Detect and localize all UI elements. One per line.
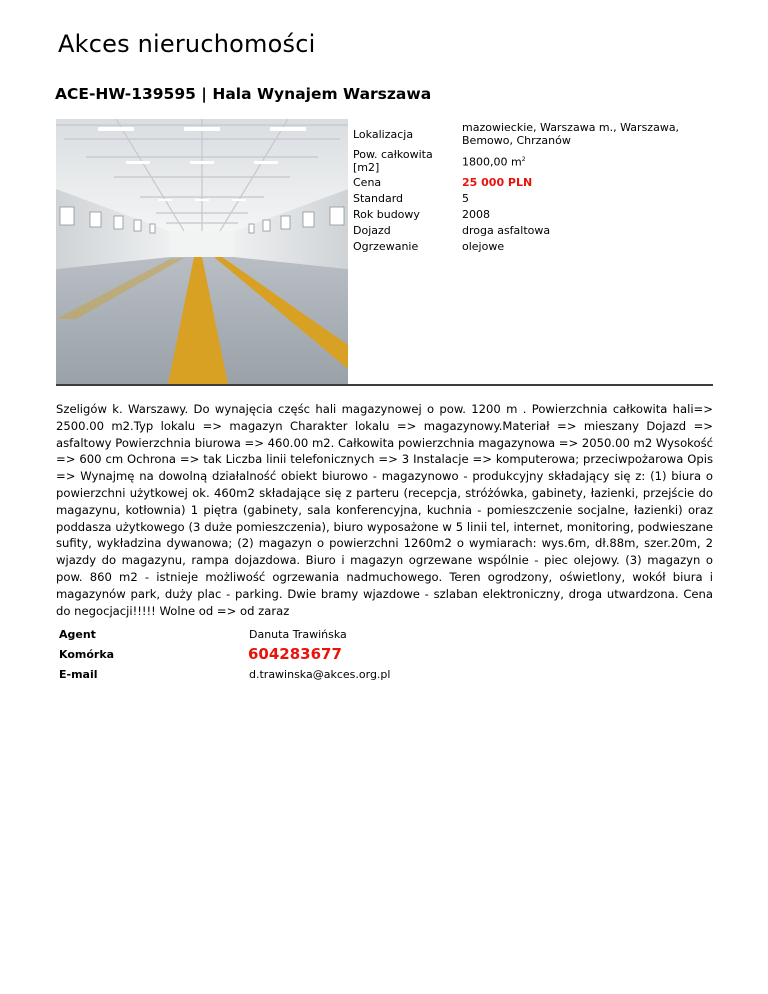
spec-label: Cena <box>353 175 382 189</box>
agent-contact-table <box>56 624 390 684</box>
spec-value: 5 <box>462 191 469 205</box>
warehouse-interior-photo <box>56 119 348 384</box>
agent-name: Danuta Trawińska <box>249 627 347 641</box>
spec-value: olejowe <box>462 239 505 253</box>
price-value: 25 000 PLN <box>462 175 533 189</box>
mobile-phone-link[interactable]: 604283677 <box>248 645 342 663</box>
area-number: 1800,00 m <box>462 155 522 169</box>
spec-value <box>462 148 687 174</box>
spec-label: Rok budowy <box>353 207 420 221</box>
spec-label: Lokalizacja <box>353 127 414 141</box>
spec-row-location <box>353 120 687 148</box>
section-divider <box>56 384 713 386</box>
spec-row-standard <box>353 190 687 206</box>
listing-description: Szeligów k. Warszawy. Do wynajęcia częśc hali magazynowej o pow. 1200 m . Powierzchnia całkowita hali=> 2500.00 m2.Typ lokalu => magazyn Charakter lokalu => magazynowy.Materiał => mieszany Dojazd => asfaltowy Powierzchnia biurowa => 460.00 m2. Całkowita powierzchnia magazynowa => 2050.00 m2 Wysokość => 600 cm Ochrona => tak Liczba linii telefonicznych => 3 Instalacje => komputerowa; przeciwpożarowa Opis => Wynajmę na dowolną działalność obiekt biurowo - magazynowo - produkcyjny składający się z: (1) biura o powierzchni użytkowej ok. 460m2 składające się z parteru (recepcja, stróżówka, gabinety, łazienki, przejście do magazynu, kotłownia) 1 piętra (gabinety, sala konferencyjna, kuchnia - pomieszczenie socjalne, łazienki) oraz poddasza użytkowego (3 duże pomieszczenia), biuro wyposażone w 5 linii tel, internet, monitoring, podwieszane sufity, wykładzina dywanowa; (2) magazyn o powierzchni 1260m2 o wymiarach: wys.6m, dł.88m, szer.20m, 2 wjazdy do magazynu, rampa dojazdowa. Biuro i magazyn ogrzewane wspólnie - piec olejowy. (3) magazyn o pow. 860 m2 - istnieje możliwość ogrzewania nadmuchowego. Teren ogrodzony, oświetlony, wokół biura i magazynów park, duży plac - parking. Dwie bramy wjazdowe - szlaban elektroniczny, droga utwardzona. Cena do negocjacji!!!!! Wolne od => od zaraz <box>56 402 713 618</box>
spec-label: Dojazd <box>353 223 391 237</box>
spec-row-area <box>353 148 687 174</box>
contact-label: Komórka <box>59 647 115 661</box>
contact-label: Agent <box>59 627 96 641</box>
warehouse-photo[interactable] <box>56 119 348 384</box>
spec-value: mazowieckie, Warszawa m., Warszawa, Bemowo, Chrzanów <box>462 121 680 147</box>
spec-value: droga asfaltowa <box>462 223 551 237</box>
listing-title: ACE-HW-139595 | Hala Wynajem Warszawa <box>55 85 432 103</box>
area-unit-sup: 2 <box>521 156 526 164</box>
spec-row-year <box>353 206 687 222</box>
property-specs-table <box>353 120 687 254</box>
spec-row-access <box>353 222 687 238</box>
agent-row-name <box>56 624 390 644</box>
contact-label: E-mail <box>59 667 98 681</box>
spec-label: Pow. całkowita [m2] <box>353 148 433 174</box>
spec-label: Ogrzewanie <box>353 239 419 253</box>
spec-value: 2008 <box>462 207 490 221</box>
email-link[interactable]: d.trawinska@akces.org.pl <box>249 667 391 681</box>
spec-row-price <box>353 174 687 190</box>
agent-row-email <box>56 664 390 684</box>
spec-label: Standard <box>353 191 404 205</box>
brand-title: Akces nieruchomości <box>58 30 316 58</box>
spec-row-heating <box>353 238 687 254</box>
agent-row-mobile <box>56 644 390 664</box>
